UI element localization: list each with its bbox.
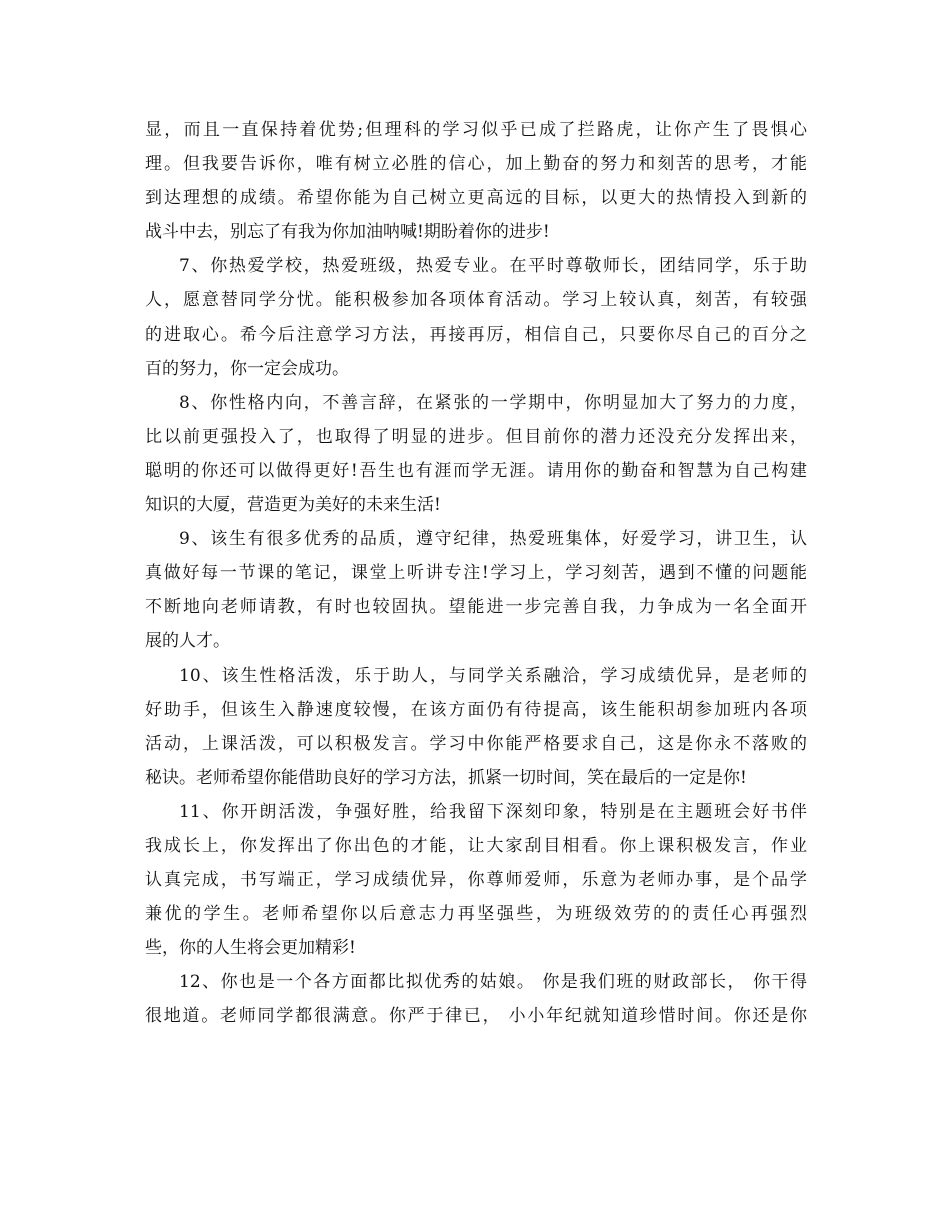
text-line: 7、你热爱学校，热爱班级，热爱专业。在平时尊敬师长，团结同学，乐于助 <box>179 256 807 277</box>
text-line: 真做好每一节课的笔记，课堂上听讲专注!学习上，学习刻苦，遇到不懂的问题能 <box>145 563 807 584</box>
text-line: 比以前更强投入了，也取得了明显的进步。但目前你的潜力还没充分发挥出来， <box>145 426 807 447</box>
document-body <box>145 113 807 1034</box>
text-line: 11、你开朗活泼，争强好胜，给我留下深刻印象，特别是在主题班会好书伴 <box>179 801 807 822</box>
text-line: 战斗中去，别忘了有我为你加油呐喊!期盼着你的进步! <box>145 222 550 243</box>
text-line: 到达理想的成绩。希望你能为自己树立更高远的目标，以更大的热情投入到新的 <box>145 188 807 209</box>
text-line: 些，你的人生将会更加精彩! <box>145 938 356 959</box>
paragraph-9 <box>145 522 807 658</box>
text-line: 我成长上，你发挥出了你出色的才能，让大家刮目相看。你上课积极发言，作业 <box>145 835 807 856</box>
text-line: 聪明的你还可以做得更好!吾生也有涯而学无涯。请用你的勤奋和智慧为自己构建 <box>145 460 807 481</box>
text-line: 展的人才。 <box>145 631 230 652</box>
text-line: 活动，上课活泼，可以积极发言。学习中你能严格要求自己，这是你永不落败的 <box>145 733 807 754</box>
text-line: 兼优的学生。老师希望你以后意志力再坚强些，为班级效劳的的责任心再强烈 <box>145 904 807 925</box>
paragraph-8 <box>145 386 807 522</box>
text-line: 9、该生有很多优秀的品质，遵守纪律，热爱班集体，好爱学习，讲卫生，认 <box>179 529 807 550</box>
paragraph-6-continued <box>145 113 807 249</box>
paragraph-12 <box>145 965 807 1033</box>
paragraph-11 <box>145 795 807 965</box>
text-line: 很地道。老师同学都很满意。你严于律已， 小小年纪就知道珍惜时间。你还是你 <box>145 1006 807 1027</box>
text-line: 理。但我要告诉你，唯有树立必胜的信心，加上勤奋的努力和刻苦的思考，才能 <box>145 154 807 175</box>
text-line: 显，而且一直保持着优势;但理科的学习似乎已成了拦路虎，让你产生了畏惧心 <box>145 120 807 140</box>
text-line: 秘诀。老师希望你能借助良好的学习方法，抓紧一切时间，笑在最后的一定是你! <box>145 767 747 788</box>
text-line: 认真完成，书写端正，学习成绩优异，你尊师爱师，乐意为老师办事，是个品学 <box>145 870 807 891</box>
text-line: 人，愿意替同学分忧。能积极参加各项体育活动。学习上较认真，刻苦，有较强 <box>145 290 807 311</box>
text-line: 知识的大厦，营造更为美好的未来生活! <box>145 495 441 516</box>
text-line: 不断地向老师请教，有时也较固执。望能进一步完善自我，力争成为一名全面开 <box>145 597 807 618</box>
text-line: 8、你性格内向，不善言辞，在紧张的一学期中，你明显加大了努力的力度， <box>179 392 807 413</box>
text-line: 百的努力，你一定会成功。 <box>145 358 349 379</box>
paragraph-7 <box>145 249 807 385</box>
text-line: 的进取心。希今后注意学习方法，再接再厉，相信自己，只要你尽自己的百分之 <box>145 324 807 345</box>
paragraph-10 <box>145 659 807 795</box>
text-line: 12、你也是一个各方面都比拟优秀的姑娘。 你是我们班的财政部长， 你干得 <box>179 972 807 993</box>
text-line: 好助手，但该生入静速度较慢，在该方面仍有待提高，该生能积胡参加班内各项 <box>145 699 807 720</box>
text-line: 10、该生性格活泼，乐于助人，与同学关系融洽，学习成绩优异，是老师的 <box>179 665 807 686</box>
